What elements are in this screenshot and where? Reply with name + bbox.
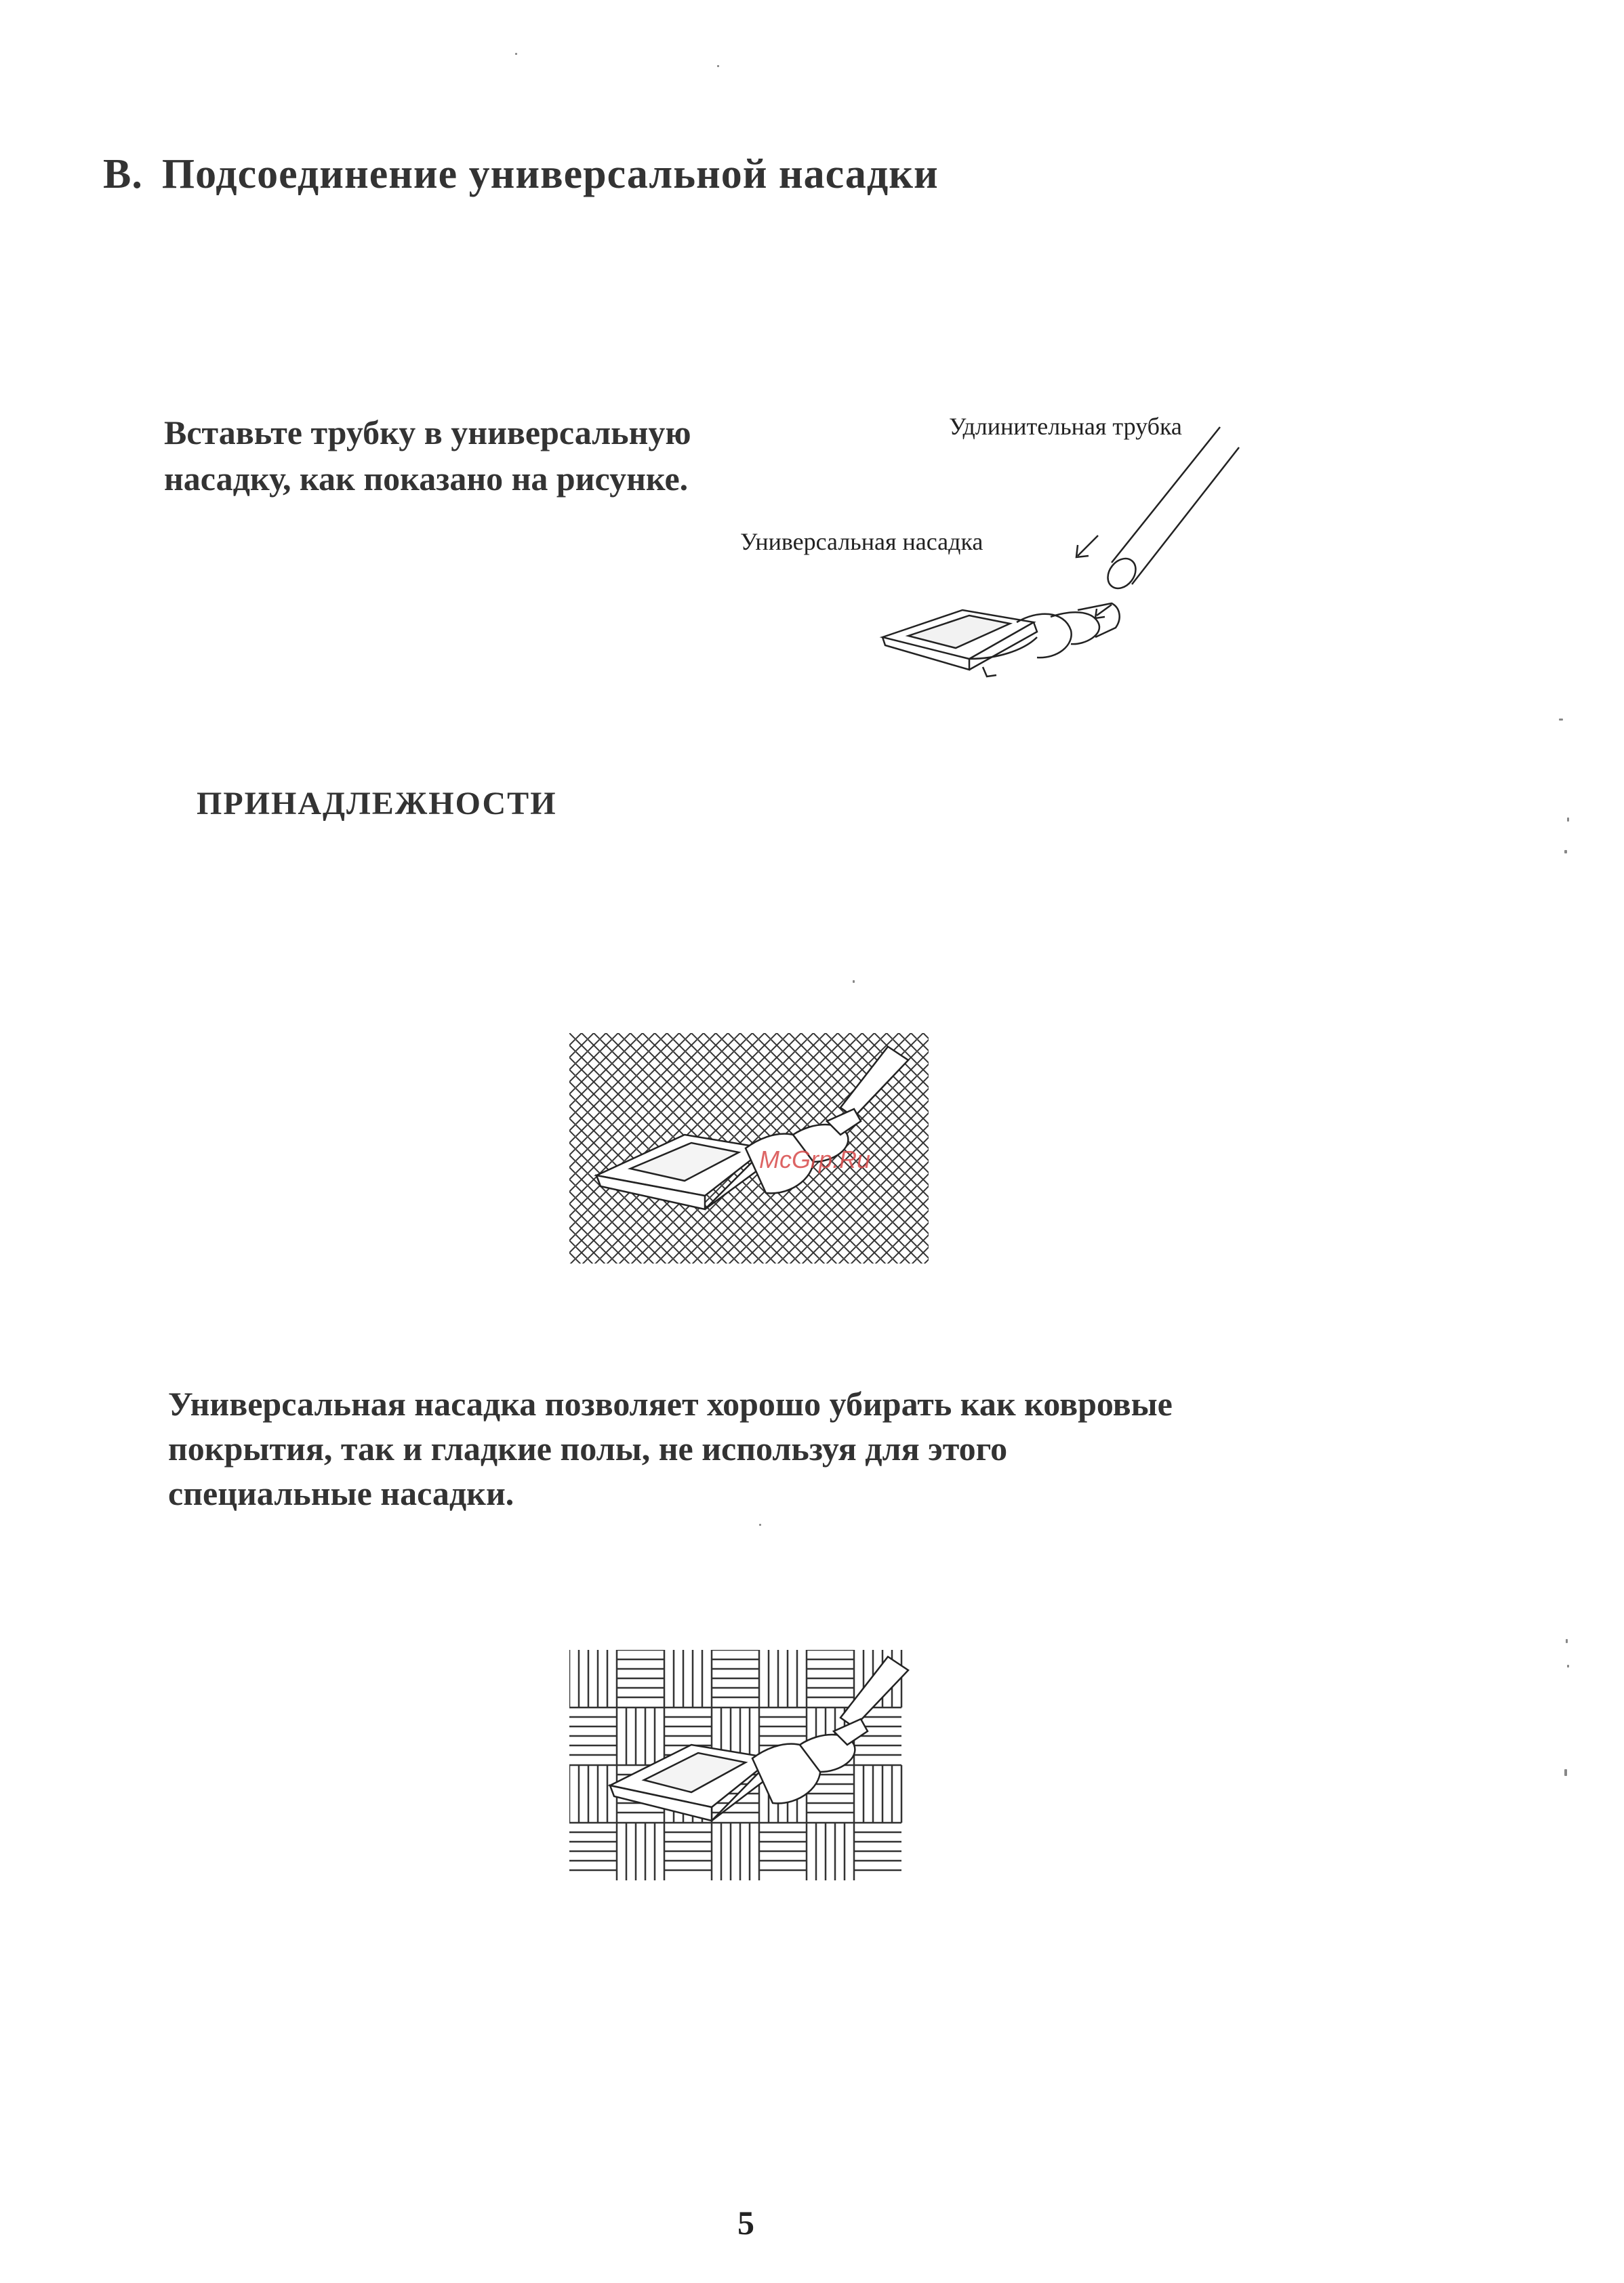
insert-arrow-icon (1076, 536, 1098, 557)
scan-speck (1564, 1769, 1567, 1776)
section-title-text: Подсоединение универсальной насадки (161, 151, 939, 197)
scan-speck (1567, 817, 1569, 822)
instruction-text (164, 409, 691, 502)
scan-speck (1564, 850, 1567, 853)
scan-speck (1566, 1639, 1568, 1643)
instruction-line-1: Вставьте трубку в универсальную (164, 413, 691, 451)
watermark-logo: McGrp.Ru (759, 1146, 871, 1173)
section-letter: B. (103, 151, 143, 197)
universal-nozzle-drawing (882, 603, 1120, 676)
nozzle-connection-illustration (868, 407, 1301, 705)
description-line-3: специальные насадки. (168, 1474, 514, 1512)
carpet-cleaning-illustration (569, 1033, 929, 1264)
scan-speck (1559, 719, 1563, 721)
scan-speck (717, 65, 719, 67)
section-title (103, 150, 939, 199)
description-line-1: Универсальная насадка позволяет хорошо убирать как ковровые (168, 1385, 1173, 1423)
accessories-heading: ПРИНАДЛЕЖНОСТИ (197, 786, 557, 822)
instruction-line-2: насадку, как показано на рисунке. (164, 460, 689, 498)
hard-floor-cleaning-illustration (569, 1650, 929, 1880)
extension-tube-drawing (1102, 427, 1239, 594)
page-number: 5 (737, 2204, 754, 2242)
description-text (168, 1381, 1388, 1516)
scan-speck (515, 53, 517, 55)
scan-speck (759, 1524, 761, 1526)
description-line-2: покрытия, так и гладкие полы, не используя для этого (168, 1430, 1008, 1468)
label-universal-nozzle: Универсальная насадка (740, 528, 983, 555)
scan-speck (853, 980, 855, 983)
label-extension-tube: Удлинительная трубка (949, 413, 1182, 440)
scan-speck (1567, 1665, 1569, 1668)
